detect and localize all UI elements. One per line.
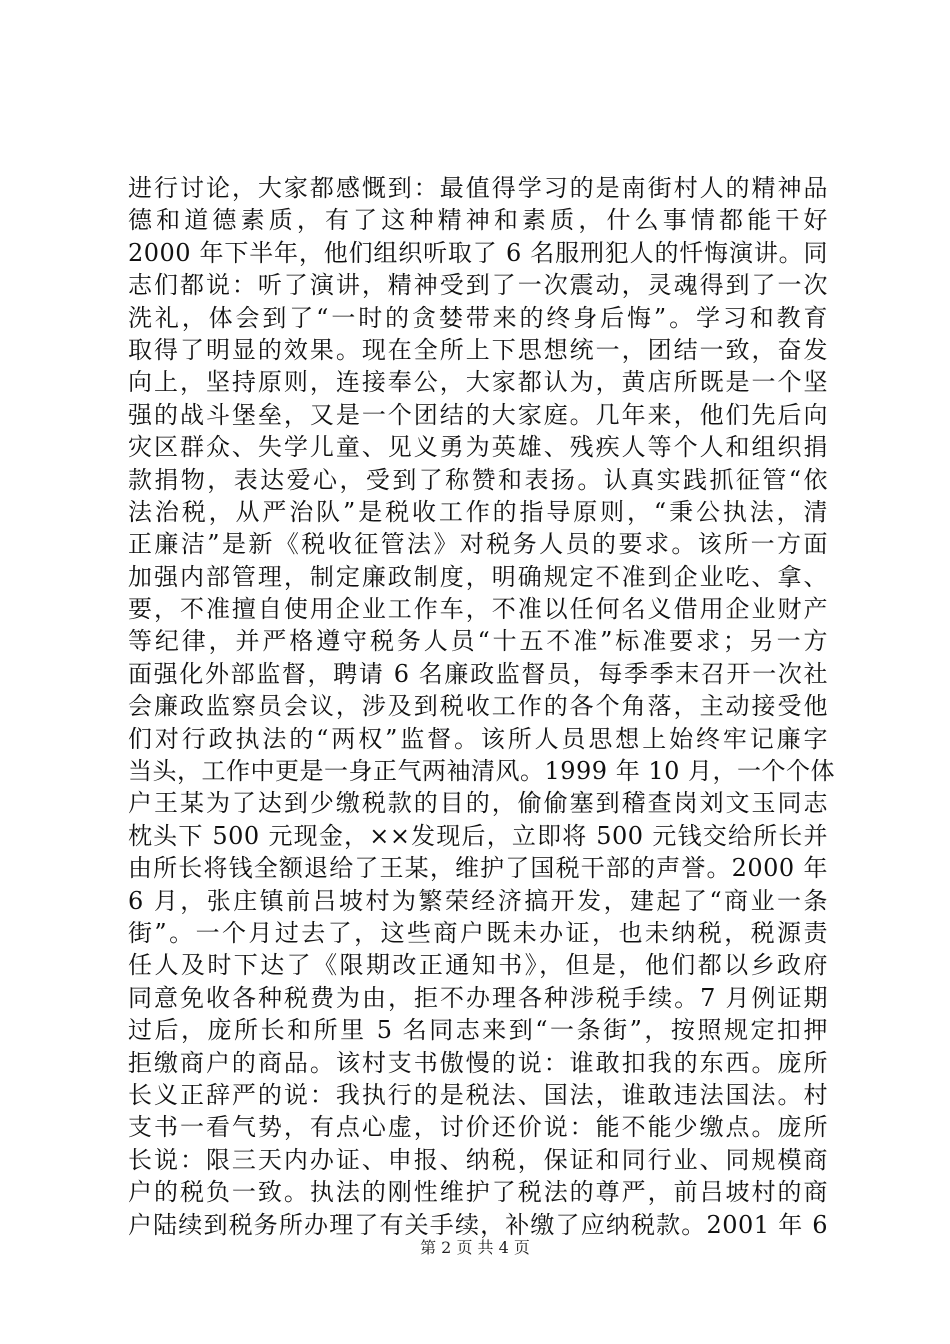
text-line-26: 同意免收各种税费为由，拒不办理各种涉税手续。7 月例证期: [128, 983, 828, 1012]
text-line-25: 任人及时下达了《限期改正通知书》，但是，他们都以乡政府: [128, 951, 828, 980]
text-line-12: 正廉洁”是新《税收征管法》对税务人员的要求。该所一方面: [128, 530, 828, 559]
text-line-19: 当头，工作中更是一身正气两袖清风。1999 年 10 月，一个个体: [128, 757, 836, 786]
text-line-32: 户的税负一致。执法的刚性维护了税法的尊严，前吕坡村的商: [128, 1178, 828, 1207]
text-line-31: 长说：限三天内办证、申报、纳税，保证和同行业、同规模商: [128, 1145, 828, 1174]
text-line-1: 进行讨论，大家都感慨到：最值得学习的是南街村人的精神品: [128, 174, 828, 202]
text-line-27: 过后，庞所长和所里 5 名同志来到“一条街”，按照规定扣押: [128, 1016, 828, 1045]
text-line-8: 强的战斗堡垒，又是一个团结的大家庭。几年来，他们先后向: [128, 400, 828, 429]
text-line-3: 2000 年下半年，他们组织听取了 6 名服刑犯人的忏悔演讲。同: [128, 238, 828, 267]
text-line-4: 志们都说：听了演讲，精神受到了一次震动，灵魂得到了一次: [128, 271, 828, 300]
page-number-label: 第 2 页 共 4 页: [420, 1238, 530, 1257]
text-line-9: 灾区群众、失学儿童、见义勇为英雄、残疾人等个人和组织捐: [128, 433, 828, 462]
text-line-28: 拒缴商户的商品。该村支书傲慢的说：谁敢扣我的东西。庞所: [128, 1048, 828, 1077]
text-line-16: 面强化外部监督，聘请 6 名廉政监督员，每季季末召开一次社: [128, 659, 828, 688]
text-line-33: 户陆续到税务所办理了有关手续，补缴了应纳税款。2001 年 6: [128, 1210, 828, 1239]
text-line-14: 要，不准擅自使用企业工作车，不准以任何名义借用企业财产: [128, 595, 828, 624]
text-line-6: 取得了明显的效果。现在全所上下思想统一，团结一致，奋发: [128, 335, 828, 364]
text-line-24: 街”。一个月过去了，这些商户既未办证，也未纳税，税源责: [128, 918, 828, 947]
text-line-7: 向上，坚持原则，连接奉公，大家都认为，黄店所既是一个坚: [128, 368, 828, 397]
text-line-20: 户王某为了达到少缴税款的目的，偷偷塞到稽查岗刘文玉同志: [128, 789, 828, 818]
text-line-23: 6 月，张庄镇前吕坡村为繁荣经济搞开发，建起了“商业一条: [128, 886, 828, 915]
text-line-2: 德和道德素质，有了这种精神和素质，什么事情都能干好: [128, 206, 828, 235]
text-line-11: 法治税，从严治队”是税收工作的指导原则，“秉公执法，清: [128, 497, 828, 526]
text-line-22: 由所长将钱全额退给了王某，维护了国税干部的声誉。2000 年: [128, 854, 828, 883]
page-footer: [0, 1238, 950, 1258]
text-line-13: 加强内部管理，制定廉政制度，明确规定不准到企业吃、拿、: [128, 562, 828, 591]
text-line-17: 会廉政监察员会议，涉及到税收工作的各个角落，主动接受他: [128, 692, 828, 721]
text-line-5: 洗礼，体会到了“一时的贪婪带来的终身后悔”。学习和教育: [128, 303, 828, 332]
text-line-18: 们对行政执法的“两权”监督。该所人员思想上始终牢记廉字: [128, 724, 828, 753]
text-line-15: 等纪律，并严格遵守税务人员“十五不准”标准要求；另一方: [128, 627, 828, 656]
text-line-21: 枕头下 500 元现金，××发现后，立即将 500 元钱交给所长并: [128, 821, 828, 850]
body-text: [128, 172, 836, 1241]
text-line-29: 长义正辞严的说：我执行的是税法、国法，谁敢违法国法。村: [128, 1080, 828, 1109]
text-line-30: 支书一看气势，有点心虚，讨价还价说：能不能少缴点。庞所: [128, 1113, 828, 1142]
text-line-10: 款捐物，表达爱心，受到了称赞和表扬。认真实践抓征管“依: [128, 465, 828, 494]
